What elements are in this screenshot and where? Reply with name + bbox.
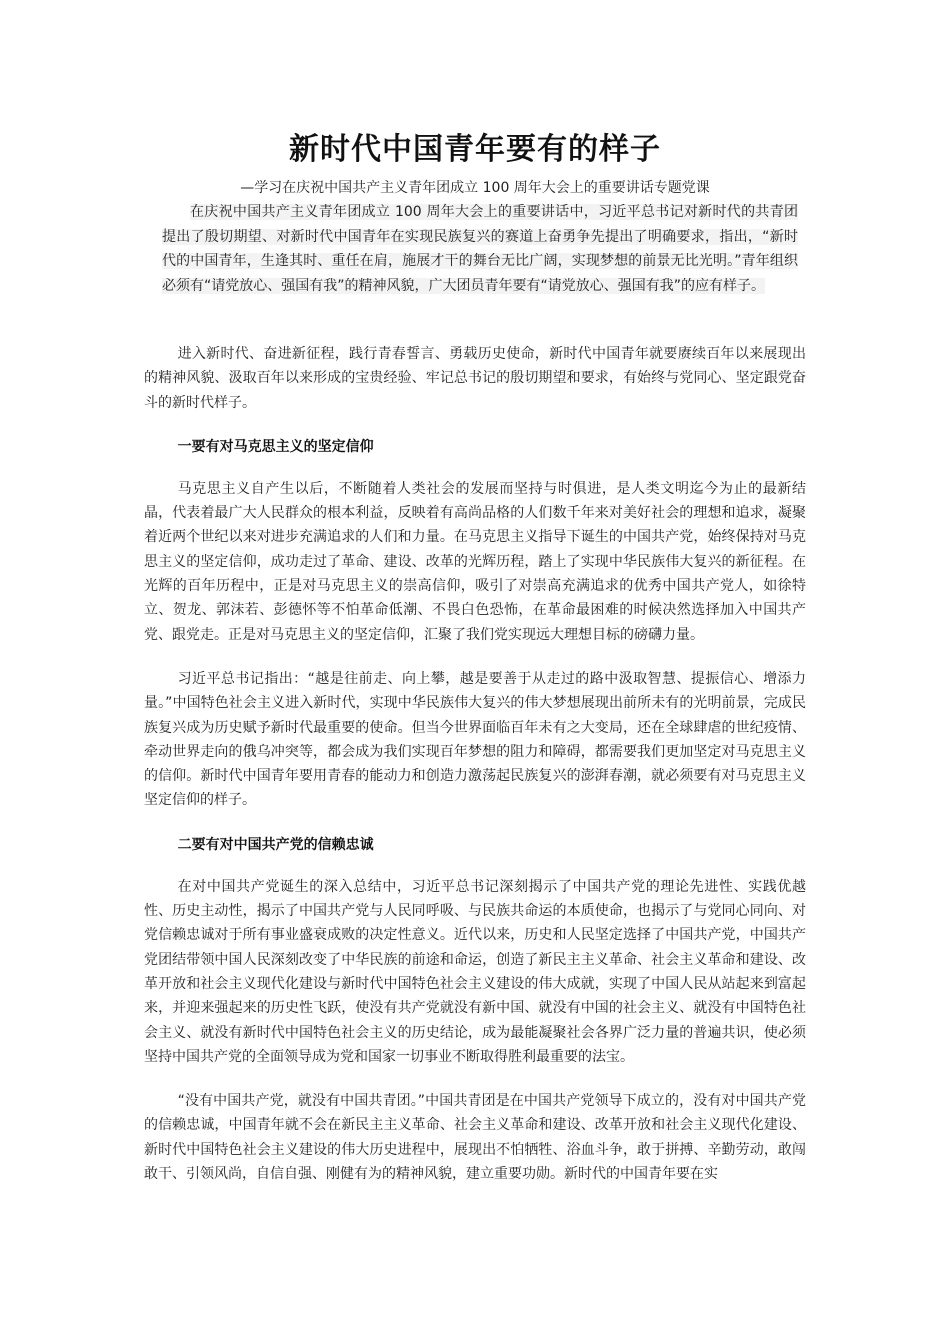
body-paragraph: 习近平总书记指出：“越是往前走、向上攀，越是要善于从走过的路中汲取智慧、提振信心、增添力量。”中国特色社会主义进入新时代，实现中华民族伟大复兴的伟大梦想展现出前所未有的光明前景，完成民族复兴成为历史赋予新时代最重要的使命。但当今世界面临百年未有之大变局，还在全球肆虐的世纪疫情、牵动世界走向的俄乌冲突等，都会成为我们实现百年梦想的阻力和障碍，都需要我们更加坚定对马克思主义的信仰。新时代中国青年要用青春的能动力和创造力激荡起民族复兴的澎湃春潮，就必须要有对马克思主义坚定信仰的样子。 <box>144 670 806 809</box>
section-heading: 二要有对中国共产党的信赖忠诚 <box>177 836 374 853</box>
body-paragraph: 马克思主义自产生以后，不断随着人类社会的发展而坚持与时俱进，是人类文明迄今为止的最新结晶，代表着最广大人民群众的根本利益，反映着有高尚品格的人们数千年来对美好社会的理想和追求，凝聚着近两个世纪以来对进步充满追求的人们和力量。在马克思主义指导下诞生的中国共产党，始终保持对马克思主义的坚定信仰，成功走过了革命、建设、改革的光辉历程，踏上了实现中华民族伟大复兴的新征程。在光辉的百年历程中，正是对马克思主义的崇高信仰，吸引了对崇高充满追求的优秀中国共产党人，如徐特立、贺龙、郭沫若、彭德怀等不怕革命低潮、不畏白色恐怖，在革命最困难的时候决然选择加入中国共产党、跟党走。正是对马克思主义的坚定信仰，汇聚了我们党实现远大理想目标的磅礴力量。 <box>144 480 806 643</box>
section-heading: 一要有对马克思主义的坚定信仰 <box>177 438 374 455</box>
body-paragraph: “没有中国共产党，就没有中国共青团。”中国共青团是在中国共产党领导下成立的，没有对中国共产党的信赖忠诚，中国青年就不会在新民主主义革命、社会主义革命和建设、改革开放和社会主义现代化建设、新时代中国特色社会主义建设的伟大历史进程中，展现出不怕牺牲、浴血斗争，敢于拼搏、辛勤劳动，敢闯敢干、引领风尚，自信自强、刚健有为的精神风貌，建立重要功勋。新时代的中国青年要在实 <box>144 1093 806 1183</box>
document-body <box>144 342 806 1206</box>
intro-paragraph <box>162 200 798 298</box>
body-paragraph: 在对中国共产党诞生的深入总结中，习近平总书记深刻揭示了中国共产党的理论先进性、实践优越性、历史主动性，揭示了中国共产党与人民同呼吸、与民族共命运的本质使命，也揭示了与党同心同向、对党信赖忠诚对于所有事业盛衰成败的决定性意义。近代以来，历史和人民坚定选择了中国共产党，中国共产党团结带领中国人民深刻改变了中华民族的前途和命运，创造了新民主主义革命、社会主义革命和建设、改革开放和社会主义现代化建设与新时代中国特色社会主义建设的伟大成就，实现了中国人民从站起来到富起来，并迎来强起来的历史性飞跃，使没有共产党就没有新中国、就没有中国的社会主义、就没有中国特色社会主义、就没有新时代中国特色社会主义的历史结论，成为最能凝聚社会各界广泛力量的普遍共识，使必须坚持中国共产党的全面领导成为党和国家一切事业不断取得胜利最重要的法宝。 <box>144 878 806 1065</box>
intro-text: 在庆祝中国共产主义青年团成立 100 周年大会上的重要讲话中，习近平总书记对新时代的共青团提出了殷切期望、对新时代中国青年在实现民族复兴的赛道上奋勇争先提出了明确要求，指出，“新时代的中国青年，生逢其时、重任在肩，施展才干的舞台无比广阔，实现梦想的前景无比光明。”青年组织必须有“请党放心、强国有我”的精神风貌，广大团员青年要有“请党放心、强国有我”的应有样子。 <box>162 204 798 294</box>
body-paragraph: 进入新时代、奋进新征程，践行青春誓言、勇载历史使命，新时代中国青年就要赓续百年以来展现出的精神风貌、汲取百年以来形成的宝贵经验、牢记总书记的殷切期望和要求，有始终与党同心、坚定跟党奋斗的新时代样子。 <box>144 346 806 411</box>
document-subtitle: —学习在庆祝中国共产主义青年团成立 100 周年大会上的重要讲话专题党课 <box>240 180 710 196</box>
document-title: 新时代中国青年要有的样子 <box>289 132 661 167</box>
